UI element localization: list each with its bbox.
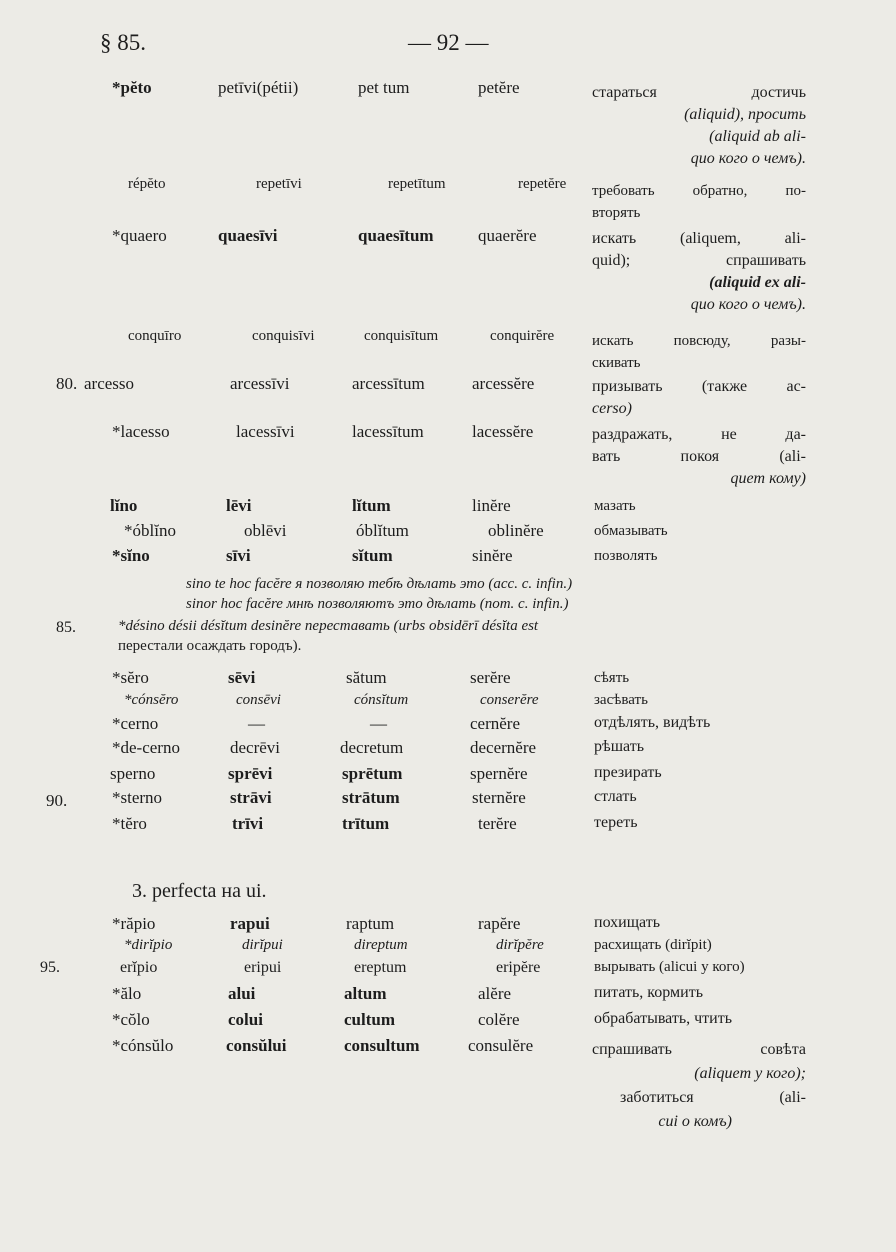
present-form: *de-cerno (112, 738, 180, 757)
line-number: 85. (56, 619, 76, 636)
note-desino-cont: перестали осаждать городъ). (118, 638, 302, 654)
translation: вырывать (alicui у кого) (594, 959, 745, 975)
infinitive-form: sternĕre (472, 788, 526, 807)
table-row (0, 521, 896, 547)
supine-form: sprētum (342, 764, 403, 783)
infinitive-form: repetĕre (518, 176, 567, 192)
supine-form: arcessītum (352, 374, 425, 393)
present-form: *dirĭpio (124, 937, 173, 953)
supine-form: — (370, 714, 387, 733)
perfect-form: dirĭpui (242, 937, 283, 953)
translation-peto: стараться достичь (aliquid), просить (aliquid ab ali- quo кого о чемъ). (592, 84, 806, 167)
note-desino: *désino désii désĭtum desinĕre переставать (urbs obsidērī désĭta est (118, 618, 539, 634)
translation: позволять (594, 548, 658, 564)
present-form: conquīro (128, 328, 182, 344)
line-number: 95. (40, 959, 60, 976)
present-form: *óblĭno (124, 521, 176, 540)
table-row (0, 738, 896, 764)
infinitive-form: lacessĕre (472, 422, 534, 441)
translation: обрабатывать, чтить (594, 1010, 733, 1027)
supine-form: strātum (342, 788, 400, 807)
table-row (0, 496, 896, 522)
infinitive-form: dirĭpĕre (496, 937, 544, 953)
present-form: *cónsĕro (124, 692, 179, 708)
table-row (0, 764, 896, 790)
infinitive-form: oblinĕre (488, 521, 544, 540)
table-row (0, 546, 896, 572)
present-form: *cŏlo (112, 1010, 150, 1029)
perfect-form: rapui (230, 914, 270, 933)
supine-form: cultum (344, 1010, 395, 1029)
perfect-form: strāvi (230, 788, 272, 807)
translation: сѣять (594, 670, 630, 686)
supine-form: raptum (346, 914, 395, 933)
translation: рѣшать (594, 738, 644, 755)
perfect-form: sprēvi (228, 764, 273, 783)
perfect-form: conquisīvi (252, 328, 315, 344)
perfect-form: lacessīvi (236, 422, 295, 441)
infinitive-form: conserĕre (480, 692, 539, 708)
line-number: 90. (46, 791, 68, 810)
table-row (0, 668, 896, 694)
table-row (0, 959, 896, 985)
supine-form: decretum (340, 738, 404, 757)
present-form: *cónsŭlo (112, 1036, 174, 1055)
supine-form: trītum (342, 814, 390, 833)
supine-form: conquisītum (364, 328, 439, 344)
perfect-form: decrēvi (230, 738, 281, 757)
infinitive-form: arcessĕre (472, 374, 535, 393)
translation-conquiro: искать повсюду, разы- скивать (592, 333, 806, 371)
translation-arcesso: призывать (также ac- cerso) (592, 378, 806, 417)
supine-form: direptum (354, 937, 408, 953)
supine-form: pet tum (358, 78, 410, 97)
translation-lacesso: раздражать, не да- вать покоя (ali- quem кому) (592, 426, 806, 487)
infinitive-form: colĕre (478, 1010, 520, 1029)
present-form: lĭno (110, 496, 138, 515)
translation: стлать (594, 788, 637, 805)
infinitive-form: eripĕre (496, 959, 541, 976)
infinitive-form: petĕre (478, 78, 520, 97)
translation: тереть (594, 814, 638, 831)
present-form: *pĕto (112, 78, 152, 97)
infinitive-form: sinĕre (472, 546, 513, 565)
translation-consulo: спрашивать совѣта (aliquem у кого); заботиться (ali- cui о комъ) (592, 1041, 806, 1130)
note-sino-active: sino te hoc facĕre я позволяю тебѣ дѣлать это (acc. c. infin.) (186, 576, 573, 592)
present-form: *tĕro (112, 814, 147, 833)
supine-form: lacessītum (352, 422, 424, 441)
supine-form: sătum (346, 668, 387, 687)
perfect-form: petīvi(pétii) (218, 78, 299, 97)
perfect-form: repetīvi (256, 176, 302, 192)
table-row (0, 814, 896, 840)
infinitive-form: alĕre (478, 984, 512, 1003)
present-form: *sterno (112, 788, 163, 807)
translation-repeto: требовать обратно, по- вторять (592, 183, 806, 221)
supine-form: repetītum (388, 176, 446, 192)
present-form: sperno (110, 764, 156, 783)
translation: питать, кормить (594, 984, 703, 1001)
translation: похищать (594, 914, 661, 931)
perfect-form: arcessīvi (230, 374, 290, 393)
infinitive-form: terĕre (478, 814, 517, 833)
line-number: 80. (56, 374, 78, 393)
infinitive-form: quaerĕre (478, 226, 537, 245)
infinitive-form: conquirĕre (490, 328, 555, 344)
supine-form: óblĭtum (356, 521, 409, 540)
perfect-form: oblēvi (244, 521, 287, 540)
perfect-form: consēvi (236, 692, 281, 708)
perfect-form: sīvi (226, 546, 251, 565)
present-form: *quaero (112, 226, 167, 245)
translation: засѣвать (594, 692, 648, 708)
perfect-form: consŭlui (226, 1036, 287, 1055)
present-form: *cerno (112, 714, 159, 733)
present-form: *ălo (112, 984, 142, 1003)
infinitive-form: spernĕre (470, 764, 528, 783)
present-form: *sĭno (112, 546, 150, 565)
perfect-form: — (248, 714, 265, 733)
perfect-form: trīvi (232, 814, 264, 833)
note-sino-passive: sinor hoc facĕre мнѣ позволяютъ это дѣлать (nom. c. infin.) (186, 596, 569, 612)
infinitive-form: cernĕre (470, 714, 521, 733)
present-form: erĭpio (120, 959, 158, 976)
perfect-form: eripui (244, 959, 282, 976)
supine-form: quaesītum (358, 226, 434, 245)
present-form: *răpio (112, 914, 156, 933)
section-header: § 85. (100, 30, 146, 55)
table-row (0, 714, 896, 740)
perfect-form: quaesīvi (218, 226, 278, 245)
translation: презирать (594, 764, 662, 781)
perfect-form: sēvi (228, 668, 256, 687)
translation: отдѣлять, видѣть (594, 714, 711, 731)
supine-form: ereptum (354, 959, 407, 976)
present-form: *lacesso (112, 422, 170, 441)
translation: расхищать (dirĭpit) (594, 937, 712, 953)
infinitive-form: linĕre (472, 496, 511, 515)
supine-form: sĭtum (352, 546, 393, 565)
perfect-form: lēvi (226, 496, 252, 515)
supine-form: altum (344, 984, 387, 1003)
translation-quaero: искать (aliquem, ali- quid); спрашивать (aliquid ex ali- quo кого о чемъ). (592, 230, 806, 313)
translation: мазать (594, 498, 636, 514)
table-row (0, 984, 896, 1010)
section-title: 3. perfecta на ui. (132, 880, 267, 902)
translation: обмазывать (594, 523, 668, 539)
supine-form: cónsĭtum (354, 692, 409, 708)
perfect-form: alui (228, 984, 256, 1003)
infinitive-form: rapĕre (478, 914, 521, 933)
infinitive-form: consulĕre (468, 1036, 534, 1055)
supine-form: consultum (344, 1036, 420, 1055)
page-number: — 92 — (408, 30, 489, 55)
infinitive-form: serĕre (470, 668, 511, 687)
table-row (0, 1010, 896, 1036)
supine-form: lĭtum (352, 496, 391, 515)
present-form: arcesso (84, 374, 135, 393)
table-row (0, 788, 896, 814)
infinitive-form: decernĕre (470, 738, 537, 757)
present-form: *sĕro (112, 668, 149, 687)
present-form: répĕto (128, 176, 166, 192)
perfect-form: colui (228, 1010, 263, 1029)
